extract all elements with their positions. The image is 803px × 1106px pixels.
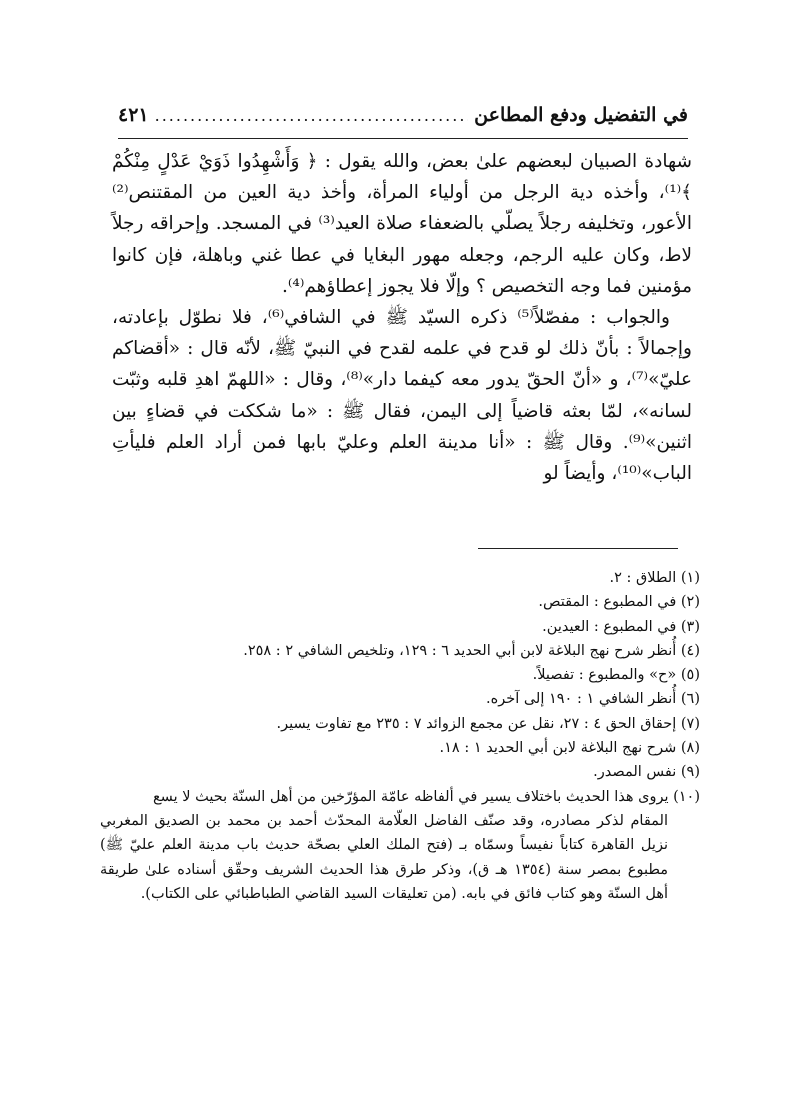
footnote-2: (٢) في المطبوع : المقتص. xyxy=(538,594,700,611)
paragraph-2: والجواب : مفصّلاً⁽⁵⁾ ذكره السيّد ﷺ في الشافي⁽⁶⁾، فلا نطوّل بإعادته، وإجمالاً : بأنّ ذلك لو قدح في علمه لقدح في النبيّ ﷺ، لأنّه قال : «أقضاكم عليّ»⁽⁷⁾، و «أنّ الحقّ يدور معه كيفما دار»⁽⁸⁾، وقال : «اللهمّ اهدِ قلبه وثبّت لسانه»، لمّا بعثه قاضياً إلى اليمن، فقال ﷺ : «ما شككت في قضاءٍ بين اثنين»⁽⁹⁾. وقال ﷺ : «أنا مدينة العلم وعليّ بابها فمن أراد العلم فليأتِ الباب»⁽¹⁰⁾، وأيضاً لو xyxy=(112,307,692,485)
footnote-separator xyxy=(478,548,678,549)
chapter-title: في التفضيل ودفع المطاعن xyxy=(474,104,688,126)
footnote-10-first-line: (١٠) يروى هذا الحديث باختلاف يسير في ألفاظه عامّة المؤرّخين من أهل السنّة بحيث لا يسع xyxy=(152,788,700,805)
footnote-9: (٩) نفس المصدر. xyxy=(593,764,700,781)
footnote-3: (٣) في المطبوع : العيدين. xyxy=(542,618,700,635)
main-text xyxy=(112,146,692,489)
footnote-5: (٥) «ح» والمطبوع : تفصيلاً. xyxy=(532,667,700,684)
footnotes xyxy=(100,566,700,906)
running-header xyxy=(118,104,688,139)
footnote-1: (١) الطلاق : ٢. xyxy=(609,570,700,586)
page-number: ٤٢١ xyxy=(118,104,149,126)
paragraph-1: شهادة الصبيان لبعضهم علىٰ بعض، والله يقول : ﴿ وَأَشْهِدُوا ذَوَيْ عَدْلٍ مِنْكُمْ ﴾⁽¹⁾، وأخذه دية الرجل من أولياء المرأة، وأخذ دية العين من المقتنص⁽²⁾ الأعور، وتخليفه رجلاً يصلّي بالضعفاء صلاة العيد⁽³⁾ في المسجد. وإحراقه رجلاً لاط، وكان عليه الرجم، وجعله مهور البغايا في عطا غني وباهلة، فإن كانوا مؤمنين فما وجه التخصيص ؟ وإلّا فلا يجوز إعطاؤهم⁽⁴⁾. xyxy=(112,151,692,297)
leader-dots xyxy=(155,106,469,125)
footnote-7: (٧) إحقاق الحق ٤ : ٢٧، نقل عن مجمع الزوائد ٧ : ٢٣٥ مع تفاوت يسير. xyxy=(276,715,700,732)
footnote-8: (٨) شرح نهج البلاغة لابن أبي الحديد ١ : ١٨. xyxy=(439,740,700,757)
footnote-6: (٦) أُنظر الشافي ١ : ١٩٠ إلى آخره. xyxy=(486,691,700,708)
footnote-10-continuation: المقام لذكر مصادره، وقد صنّف الفاضل العلّامة المحدّث أحمد بن محمد بن الصديق المغربي نزيل القاهرة كتاباً نفيساً وسمّاه بـ (فتح الملك العلي بصحّة حديث باب مدينة العلم عليّ ﷺ) مطبوع بمصر سنة (١٣٥٤ هـ ق)، وذكر طرق هذا الحديث الشريف وحقّق أسناده علىٰ طريقة أهل السنّة وهو كتاب فائق في بابه. (من تعليقات السيد القاضي الطباطبائي على الكتاب). xyxy=(100,812,668,902)
footnote-4: (٤) أُنظر شرح نهج البلاغة لابن أبي الحديد ٦ : ١٢٩، وتلخيص الشافي ٢ : ٢٥٨. xyxy=(243,642,700,659)
